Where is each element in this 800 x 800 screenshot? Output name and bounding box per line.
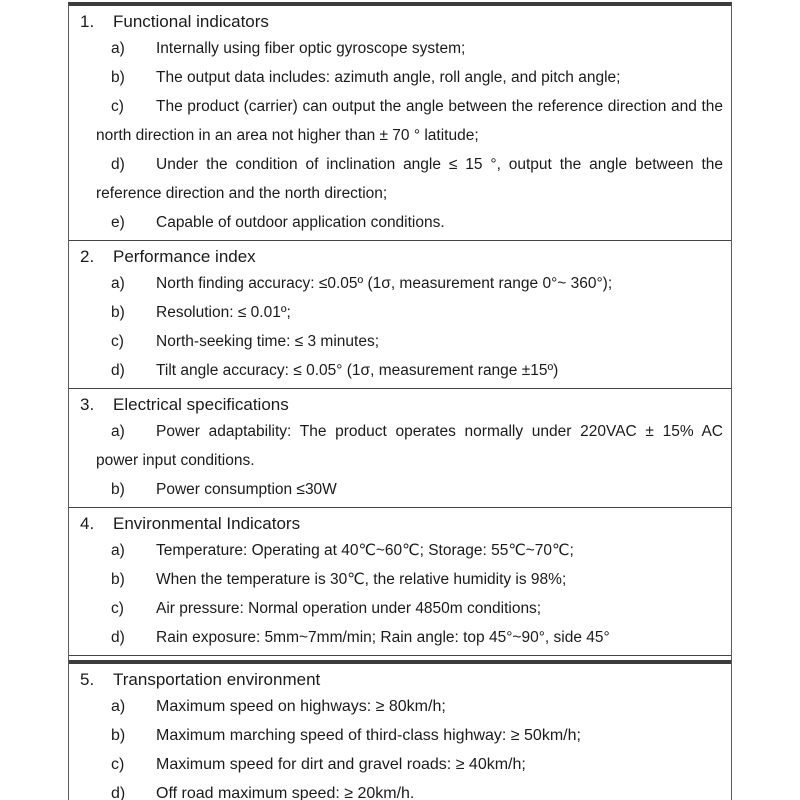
list-item — [69, 692, 723, 721]
section-header — [69, 392, 723, 417]
item-text: Power consumption ≤30W — [156, 481, 337, 498]
item-text: Under the condition of inclination angle ≤ 15 °, output the angle between the reference direction and the north direction; — [96, 156, 723, 202]
item-marker: b) — [111, 481, 125, 498]
item-marker: a) — [111, 542, 125, 559]
item-text: Maximum speed for dirt and gravel roads: ≥ 40km/h; — [156, 756, 526, 773]
section-electrical-specifications — [69, 388, 731, 507]
list-item — [69, 779, 723, 800]
item-marker: a) — [111, 275, 125, 292]
section-title: Environmental Indicators — [113, 514, 301, 533]
item-marker: c) — [111, 98, 124, 115]
list-item — [69, 623, 723, 652]
item-text: The output data includes: azimuth angle, roll angle, and pitch angle; — [156, 69, 621, 86]
item-text: The product (carrier) can output the angle between the reference direction and the north direction in an area not higher than ± 70 ° latitude; — [96, 98, 723, 144]
item-text: Capable of outdoor application conditions. — [156, 214, 445, 231]
item-text: North-seeking time: ≤ 3 minutes; — [156, 333, 380, 350]
item-text: Power adaptability: The product operates normally under 220VAC ± 15% AC power input conditions. — [96, 423, 723, 469]
item-marker: c) — [111, 333, 124, 350]
list-item — [69, 327, 723, 356]
section-functional-indicators — [69, 6, 731, 240]
section-title: Performance index — [113, 247, 256, 266]
list-item — [69, 721, 723, 750]
section-number: 2. — [80, 247, 95, 266]
section-title: Electrical specifications — [113, 395, 289, 414]
item-text: Internally using fiber optic gyroscope system; — [156, 40, 466, 57]
list-item — [69, 63, 723, 92]
item-text: When the temperature is 30℃, the relative humidity is 98%; — [156, 571, 567, 588]
list-item — [69, 208, 723, 237]
item-marker: b) — [111, 571, 125, 588]
item-marker: a) — [111, 698, 126, 715]
item-marker: d) — [111, 629, 125, 646]
item-text: Air pressure: Normal operation under 4850m conditions; — [156, 600, 542, 617]
list-item — [69, 356, 723, 385]
list-item — [69, 269, 723, 298]
list-item — [69, 298, 723, 327]
list-item — [69, 150, 723, 208]
section-number: 4. — [80, 514, 95, 533]
section-environmental-indicators — [69, 507, 731, 655]
section-header — [69, 667, 723, 692]
item-text: Tilt angle accuracy: ≤ 0.05° (1σ, measurement range ±15º) — [156, 362, 559, 379]
item-text: Maximum marching speed of third-class highway: ≥ 50km/h; — [156, 727, 581, 744]
item-text: Rain exposure: 5mm~7mm/min; Rain angle: top 45°~90°, side 45° — [156, 629, 610, 646]
item-marker: a) — [111, 40, 125, 57]
item-marker: d) — [111, 785, 126, 800]
list-item — [69, 536, 723, 565]
item-marker: e) — [111, 214, 125, 231]
item-marker: a) — [111, 423, 125, 440]
list-item — [69, 34, 723, 63]
item-text: Temperature: Operating at 40℃~60℃; Storage: 55℃~70℃; — [156, 542, 574, 559]
section-transportation-environment — [69, 664, 731, 800]
list-item — [69, 750, 723, 779]
specification-table — [68, 2, 732, 800]
list-item — [69, 565, 723, 594]
item-marker: d) — [111, 362, 125, 379]
item-marker: d) — [111, 156, 125, 173]
item-marker: c) — [111, 756, 125, 773]
item-text: Resolution: ≤ 0.01º; — [156, 304, 291, 321]
section-header — [69, 511, 723, 536]
list-item — [69, 417, 723, 475]
section-performance-index — [69, 240, 731, 388]
section-title: Functional indicators — [113, 12, 269, 31]
item-marker: b) — [111, 727, 126, 744]
item-marker: b) — [111, 304, 125, 321]
list-item — [69, 594, 723, 623]
item-text: Maximum speed on highways: ≥ 80km/h; — [156, 698, 446, 715]
page-break-divider — [69, 655, 731, 664]
section-header — [69, 244, 723, 269]
item-text: North finding accuracy: ≤0.05º (1σ, measurement range 0°~ 360°); — [156, 275, 613, 292]
item-text: Off road maximum speed: ≥ 20km/h. — [156, 785, 415, 800]
item-marker: b) — [111, 69, 125, 86]
list-item — [69, 475, 723, 504]
section-title: Transportation environment — [113, 670, 321, 689]
section-number: 1. — [80, 12, 95, 31]
item-marker: c) — [111, 600, 124, 617]
section-header — [69, 9, 723, 34]
section-number: 3. — [80, 395, 95, 414]
section-number: 5. — [80, 670, 95, 689]
list-item — [69, 92, 723, 150]
